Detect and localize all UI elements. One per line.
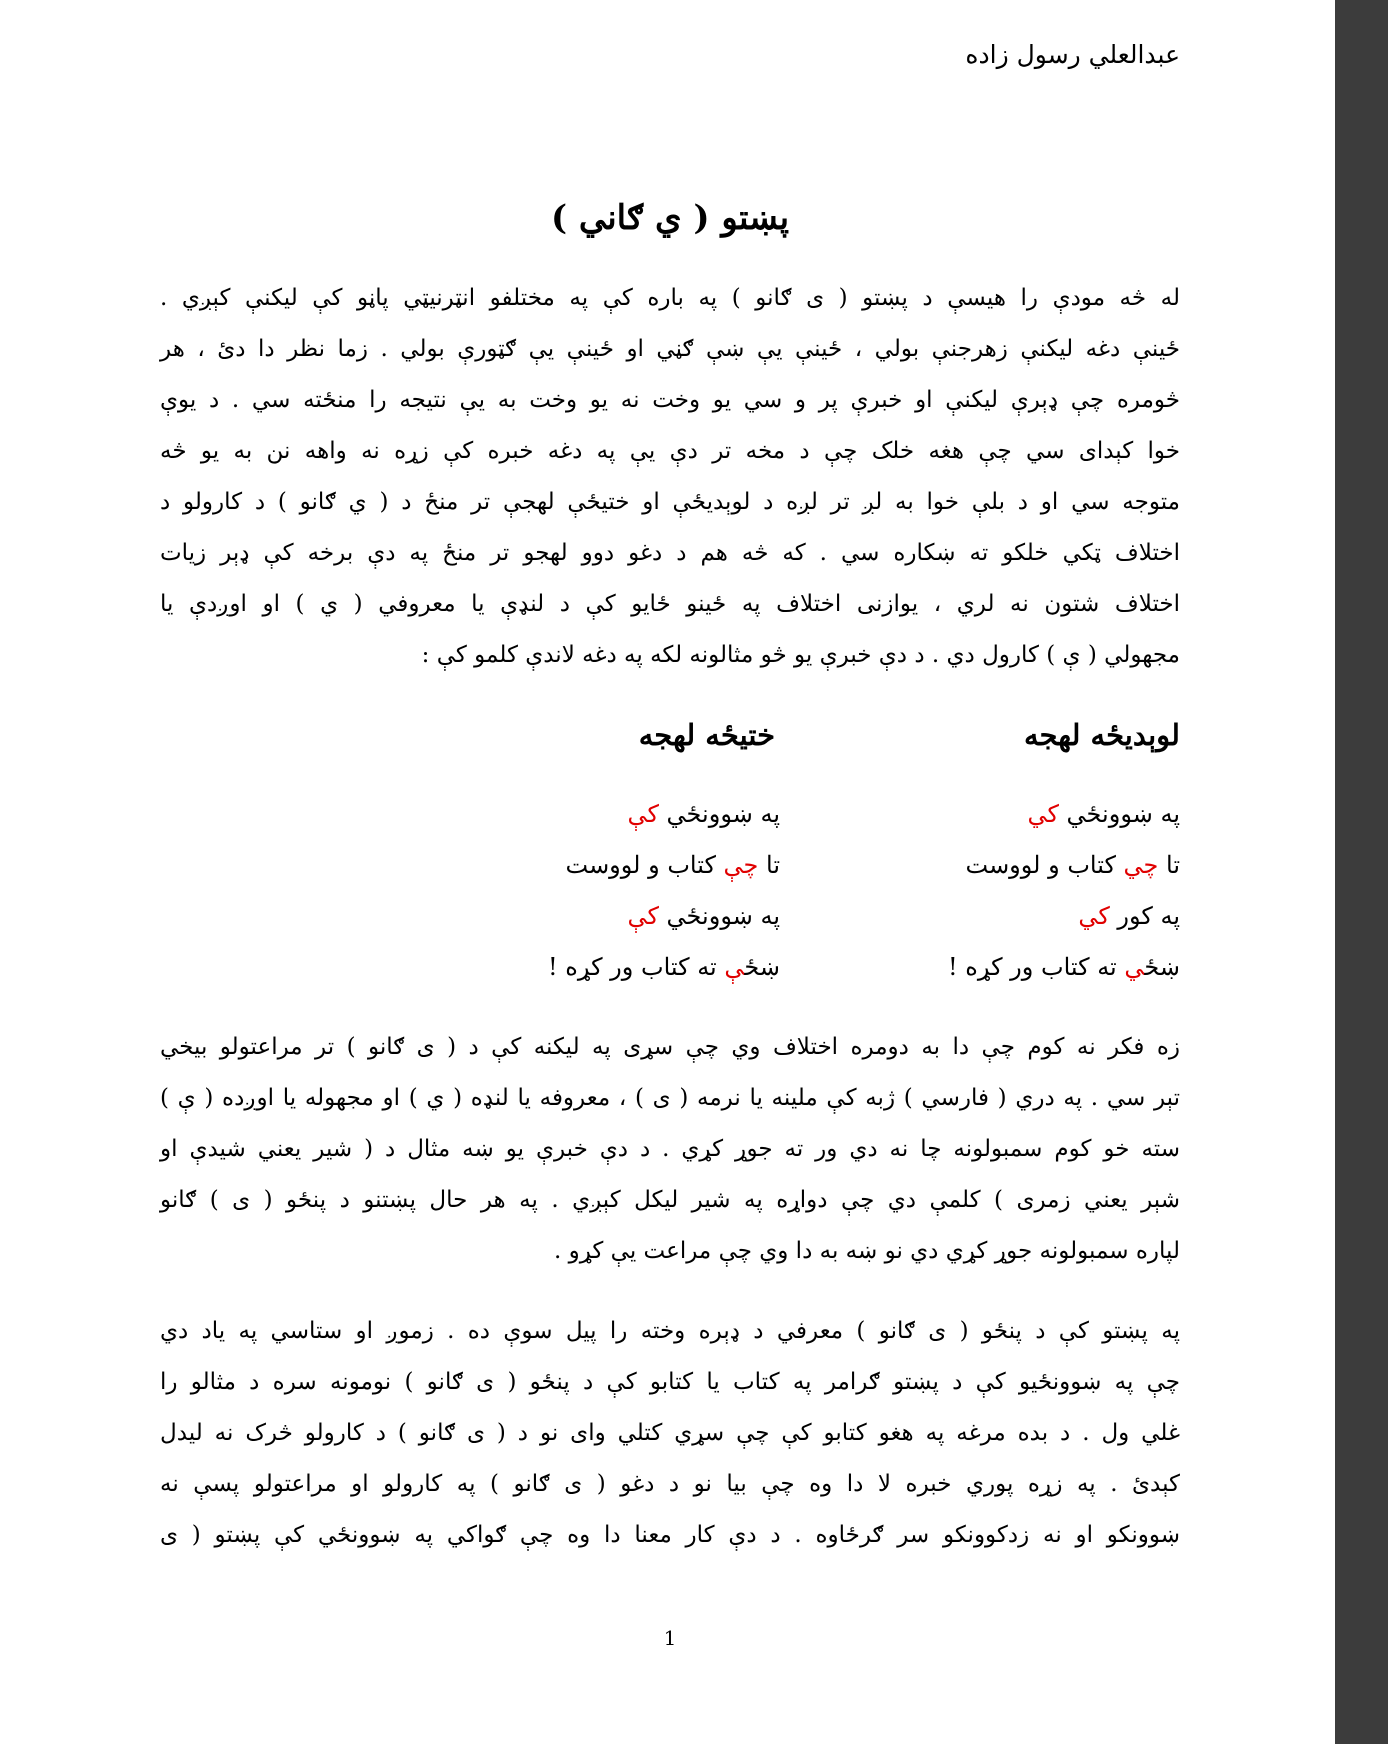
highlighted-ya: چي <box>1123 851 1159 879</box>
page-number: 1 <box>663 1626 677 1650</box>
highlighted-ya: کې <box>627 800 659 828</box>
text-line: سته خو کوم سمبولونه چا نه دي ور ته جوړ کړي . د دې خبرې یو ښه مثال د ( شیر یعني شیدې او <box>160 1136 1180 1162</box>
highlighted-ya: کي <box>1078 902 1110 930</box>
east-example-4: ښځې ته کتاب ور کړه ! <box>548 953 780 981</box>
east-example-1: په ښوونځي کې <box>627 800 780 828</box>
page-title: پښتو ( ي ګاني ) <box>550 198 790 238</box>
text-line: غلي ول . د بده مرغه په هغو کتابو کې چې سړي کتلي وای نو د ( ی ګانو ) د کارولو څرک نه لیدل <box>160 1420 1180 1446</box>
text-line: څومره چې ډېرې لیکنې او خبرې پر و سي یو وخت نه یو وخت به یې نتیجه را منځته سي . د یوې <box>160 387 1180 413</box>
east-dialect-heading: ختیځه لهجه <box>638 718 775 752</box>
highlighted-ya: چې <box>723 851 759 879</box>
text-line: له څه مودې را هیسې د پښتو ( ی ګانو ) په باره کې په مختلفو انټرنیټي پاڼو کې لیکنې کېږي . <box>160 285 1180 311</box>
paragraph-3 <box>160 1306 1180 1561</box>
west-dialect-heading: لوېدیځه لهجه <box>1023 718 1180 752</box>
text-line: خوا کېدای سي چې هغه خلک چې د مخه تر دې یې په دغه خبره کې زړه نه واهه نن به یو څه <box>160 438 1180 464</box>
highlighted-ya: ي <box>1124 953 1145 981</box>
west-example-1: په ښوونځي کي <box>1027 800 1180 828</box>
text-line: کېدئ . په زړه پوري خبره لا دا وه چې بیا نو د دغو ( ی ګانو ) په کارولو او مراعتولو پسې نه <box>160 1471 1180 1497</box>
highlighted-ya: کي <box>1027 800 1059 828</box>
text-line: متوجه سي او د بلې خوا به لږ تر لږه د لوېدیځې او ختیځې لهجې تر منځ د ( ي ګانو ) د کارولو د <box>160 489 1180 515</box>
text-line: په پښتو کې د پنځو ( ی ګانو ) معرفي د ډېره وخته را پیل سوې ده . زموږ او ستاسي په یاد دي <box>160 1318 1180 1344</box>
author-header: عبدالعلي رسول زاده <box>965 40 1180 69</box>
west-example-2: تا چي کتاب و لووست <box>965 851 1180 879</box>
text-line: ځینې دغه لیکنې زهرجنې بولي ، ځینې یې ښې ګڼي او ځینې یې ګټورې بولي . زما نظر دا دئ ، هر <box>160 336 1180 362</box>
west-example-4: ښځي ته کتاب ور کړه ! <box>948 953 1180 981</box>
text-line: شېر یعني زمری ) کلمې دي چې دواړه په شیر لیکل کېږي . په هر حال پښتنو د پنځو ( ی ) ګانو <box>160 1187 1180 1213</box>
paragraph-2 <box>160 1022 1180 1277</box>
text-line: ښوونکو او نه زدکوونکو سر ګرځاوه . د دې کار معنا دا وه چې ګواکي په ښوونځي کې پښتو ( ی <box>160 1522 1180 1548</box>
highlighted-ya: ې <box>724 953 745 981</box>
text-line: اختلاف شتون نه لري ، یوازنی اختلاف په ځینو ځایو کې د لنډې یا معروفي ( ي ) او اوږدې یا <box>160 591 1180 617</box>
east-example-3: په ښوونځي کې <box>627 902 780 930</box>
text-line: زه فکر نه کوم چې دا به دومره اختلاف وي چې سړی په لیکنه کې د ( ی ګانو ) تر مراعتولو بیخي <box>160 1034 1180 1060</box>
text-line: چې په ښوونځیو کې د پښتو ګرامر په کتاب یا کتابو کې د پنځو ( ی ګانو ) نومونه سره د مثالو را <box>160 1369 1180 1395</box>
text-line: تېر سي . په دري ( فارسي ) ژبه کې ملینه یا نرمه ( ی ) ، معروفه یا لنډه ( ي ) او مجهوله یا اوږده ( ې ) <box>160 1085 1180 1111</box>
paragraph-1 <box>160 273 1180 681</box>
text-line: لپاره سمبولونه جوړ کړي دي نو ښه به دا وي چې مراعت یې کړو . <box>553 1238 1180 1264</box>
text-line: مجهولي ( ې ) کارول دي . د دې خبرې یو څو مثالونه لکه په دغه لاندې کلمو کې : <box>421 642 1180 668</box>
text-line: اختلاف ټکي خلکو ته ښکاره سي . که څه هم د دغو دوو لهجو تر منځ په دې برخه کې ډېر زیات <box>160 540 1180 566</box>
east-example-2: تا چې کتاب و لووست <box>565 851 780 879</box>
west-example-3: په کور کي <box>1078 902 1180 930</box>
highlighted-ya: کې <box>627 902 659 930</box>
